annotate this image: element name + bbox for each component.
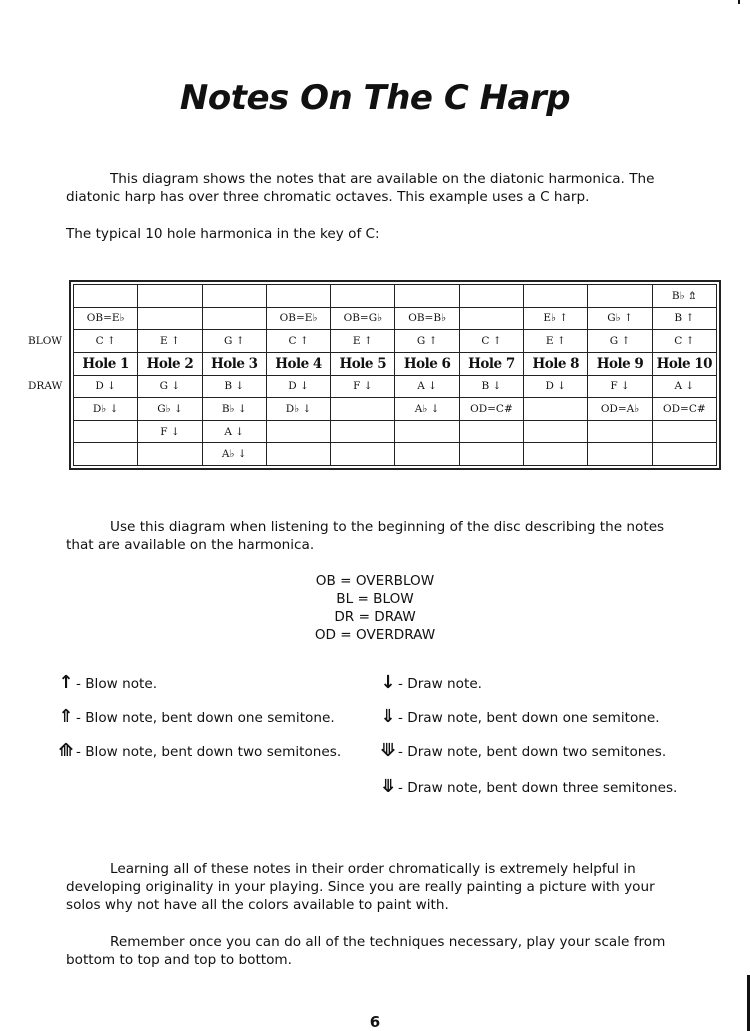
table-cell: D ↓ <box>74 375 138 398</box>
table-cell: A♭ ↓ <box>395 398 459 421</box>
page-number: 6 <box>369 1013 381 1031</box>
harmonica-notes-table <box>69 280 721 470</box>
table-cell: G ↓ <box>138 375 202 398</box>
draw-bend-three-icon: ⤋ <box>380 776 396 797</box>
draw-bend-two-icon: ⟱ <box>380 740 396 761</box>
blow-bend-two-icon: ⟰ <box>58 740 74 761</box>
draw-bend-one-icon: ⇓ <box>380 706 396 727</box>
table-cell: A ↓ <box>202 420 266 443</box>
table-cell <box>459 307 523 330</box>
table-cell <box>74 443 138 466</box>
table-cell <box>524 285 588 308</box>
notes-grid <box>73 284 717 466</box>
table-cell: E♭ ↑ <box>524 307 588 330</box>
table-cell: A♭ ↓ <box>202 443 266 466</box>
table-cell: F ↓ <box>138 420 202 443</box>
table-cell: OB=E♭ <box>266 307 330 330</box>
table-cell <box>202 307 266 330</box>
table-cell: D ↓ <box>524 375 588 398</box>
table-cell: D♭ ↓ <box>266 398 330 421</box>
table-row <box>74 285 717 308</box>
table-cell <box>652 420 716 443</box>
blow-arrow-icon: ↑ <box>58 672 74 693</box>
table-row <box>74 398 717 421</box>
draw-arrow-icon: ↓ <box>380 672 396 693</box>
table-row <box>74 330 717 353</box>
table-cell: OB=B♭ <box>395 307 459 330</box>
table-cell <box>459 285 523 308</box>
blow-legend: ↑ - Blow note. <box>56 672 157 693</box>
table-cell: C ↑ <box>459 330 523 353</box>
intro-paragraph: This diagram shows the notes that are available on the diatonic harmonica. The diatonic harp has over three chromatic octaves. This example uses a C harp. <box>66 171 655 205</box>
draw-bend3-legend: ⤋ - Draw note, bent down three semitones. <box>378 776 677 797</box>
table-cell <box>74 420 138 443</box>
draw-legend: ↓ - Draw note. <box>378 672 482 693</box>
table-cell <box>138 443 202 466</box>
table-cell: OB=G♭ <box>331 307 395 330</box>
table-cell: C ↑ <box>652 330 716 353</box>
table-cell: OD=A♭ <box>588 398 652 421</box>
table-cell: Hole 3 <box>202 352 266 375</box>
table-cell <box>395 443 459 466</box>
abbreviation-draw: DR = DRAW <box>334 609 416 625</box>
table-cell <box>138 307 202 330</box>
table-cell <box>266 420 330 443</box>
learning-paragraph: Learning all of these notes in their order chromatically is extremely helpful in developing originality in your playing. Since you are really painting a picture with your solos why not have all the colors available to paint with. <box>66 861 655 913</box>
table-cell <box>395 420 459 443</box>
table-cell: B♭ ↓ <box>202 398 266 421</box>
corner-mark <box>738 0 740 4</box>
table-cell <box>459 443 523 466</box>
table-cell: OD=C# <box>459 398 523 421</box>
table-cell: C ↑ <box>74 330 138 353</box>
table-cell: E ↑ <box>331 330 395 353</box>
table-cell <box>395 285 459 308</box>
table-cell <box>266 285 330 308</box>
table-cell: G♭ ↓ <box>138 398 202 421</box>
table-cell: B ↓ <box>459 375 523 398</box>
table-cell <box>138 285 202 308</box>
draw-bend2-legend: ⟱ - Draw note, bent down two semitones. <box>378 740 666 761</box>
table-cell: E ↑ <box>524 330 588 353</box>
table-cell <box>459 420 523 443</box>
table-cell <box>74 285 138 308</box>
table-cell: B♭ ⇯ <box>652 285 716 308</box>
table-cell <box>588 443 652 466</box>
table-cell: A ↓ <box>395 375 459 398</box>
table-cell <box>202 285 266 308</box>
blow-bend2-legend: ⟰ - Blow note, bent down two semitones. <box>56 740 341 761</box>
table-cell: G♭ ↑ <box>588 307 652 330</box>
remember-paragraph: Remember once you can do all of the techniques necessary, play your scale from bottom to top and top to bottom. <box>66 934 666 968</box>
table-cell <box>588 285 652 308</box>
table-cell: Hole 10 <box>652 352 716 375</box>
table-cell: F ↓ <box>588 375 652 398</box>
typical-harmonica-text: The typical 10 hole harmonica in the key of C: <box>66 226 380 242</box>
table-cell: A ↓ <box>652 375 716 398</box>
table-cell <box>331 398 395 421</box>
table-cell <box>331 420 395 443</box>
table-row <box>74 420 717 443</box>
table-cell: G ↑ <box>588 330 652 353</box>
table-cell: G ↑ <box>395 330 459 353</box>
blow-bend1-legend: ⇑ - Blow note, bent down one semitone. <box>56 706 335 727</box>
abbreviation-blow: BL = BLOW <box>336 591 414 607</box>
table-cell: B ↑ <box>652 307 716 330</box>
table-cell <box>331 443 395 466</box>
table-cell: C ↑ <box>266 330 330 353</box>
table-cell: Hole 6 <box>395 352 459 375</box>
abbreviation-overdraw: OD = OVERDRAW <box>314 627 436 643</box>
draw-row-label: DRAW <box>28 380 63 392</box>
table-cell: Hole 5 <box>331 352 395 375</box>
table-cell: G ↑ <box>202 330 266 353</box>
table-cell <box>524 398 588 421</box>
table-cell: D ↓ <box>266 375 330 398</box>
table-cell: OB=E♭ <box>74 307 138 330</box>
table-cell: E ↑ <box>138 330 202 353</box>
table-row <box>74 375 717 398</box>
table-cell <box>331 285 395 308</box>
table-cell: F ↓ <box>331 375 395 398</box>
table-row <box>74 307 717 330</box>
abbreviation-overblow: OB = OVERBLOW <box>315 573 435 589</box>
table-cell: Hole 9 <box>588 352 652 375</box>
usage-paragraph: Use this diagram when listening to the beginning of the disc describing the notes that are available on the harmonica. <box>66 519 665 553</box>
blow-row-label: BLOW <box>28 335 63 347</box>
table-cell: Hole 7 <box>459 352 523 375</box>
table-row <box>74 352 717 375</box>
blow-bend-one-icon: ⇑ <box>58 706 74 727</box>
table-cell <box>652 443 716 466</box>
table-cell: Hole 1 <box>74 352 138 375</box>
table-cell: Hole 8 <box>524 352 588 375</box>
table-cell <box>266 443 330 466</box>
table-row <box>74 443 717 466</box>
table-cell <box>524 420 588 443</box>
table-cell: OD=C# <box>652 398 716 421</box>
table-cell: B ↓ <box>202 375 266 398</box>
page-title: Notes On The C Harp <box>179 78 571 118</box>
table-cell: Hole 2 <box>138 352 202 375</box>
table-cell: D♭ ↓ <box>74 398 138 421</box>
table-cell <box>588 420 652 443</box>
table-cell <box>524 443 588 466</box>
table-cell: Hole 4 <box>266 352 330 375</box>
draw-bend1-legend: ⇓ - Draw note, bent down one semitone. <box>378 706 660 727</box>
